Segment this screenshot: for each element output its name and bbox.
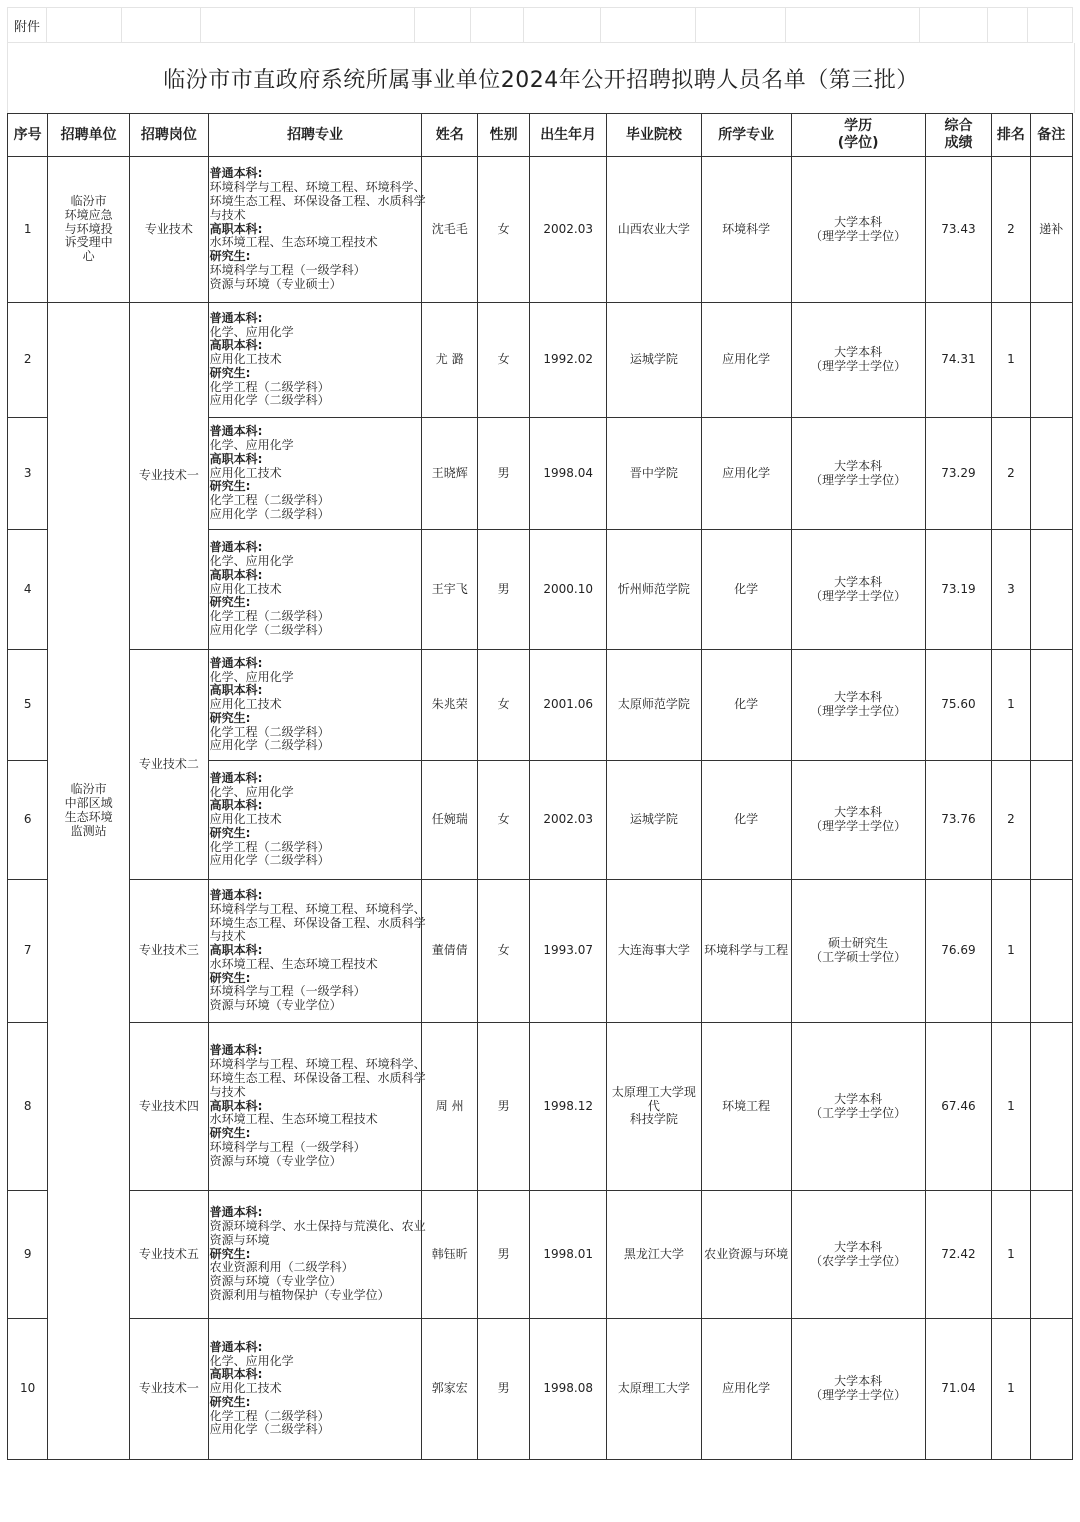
- studied-major: 环境科学: [701, 157, 791, 303]
- major-line: 环境生态工程、环保设备工程、水质科学: [209, 915, 426, 930]
- gender: 男: [477, 418, 529, 530]
- candidate-name: 尤 潞: [422, 303, 477, 418]
- gender: 女: [477, 880, 529, 1023]
- major-category-label: 研究生:: [209, 1394, 251, 1409]
- major-line: 环境科学与工程、环境工程、环境科学、: [209, 1057, 426, 1072]
- studied-major: 化学: [701, 650, 791, 761]
- rank: 1: [992, 880, 1030, 1023]
- header-cell: 备注: [1030, 114, 1072, 157]
- position-name: 专业技术三: [130, 880, 209, 1023]
- major-line: 资源与环境（专业硕士）: [209, 276, 342, 291]
- position-name: 专业技术四: [130, 1023, 209, 1191]
- degree: 大学本科 （理学学士学位）: [791, 761, 925, 880]
- graduate-school: 运城学院: [607, 303, 702, 418]
- header-cell: 性别: [477, 114, 529, 157]
- required-majors: [208, 880, 426, 1023]
- candidate-name: 任婉瑞: [422, 761, 477, 880]
- total-score: 72.42: [925, 1191, 992, 1319]
- row-number: 5: [8, 650, 48, 761]
- rank: 2: [992, 157, 1030, 303]
- major-line: 应用化学（二级学科）: [209, 853, 330, 868]
- required-majors: [208, 418, 422, 530]
- recruiting-unit: 临汾市 环境应急 与环境投 诉受理中 心: [48, 157, 130, 303]
- position-name: 专业技术五: [130, 1191, 209, 1319]
- recruiting-unit: [48, 1319, 130, 1460]
- degree: 大学本科 （理学学士学位）: [791, 1319, 925, 1460]
- degree: 硕士研究生 （工学硕士学位）: [791, 880, 925, 1023]
- candidate-table: [7, 113, 1073, 1460]
- major-category-label: 研究生:: [209, 1246, 251, 1261]
- gender: 男: [477, 1023, 529, 1191]
- position-name: 专业技术一: [130, 303, 209, 650]
- major-category-label: 研究生:: [209, 365, 251, 380]
- total-score: 73.76: [925, 761, 992, 880]
- major-category-label: 高职本科:: [209, 451, 263, 466]
- major-category-label: 普通本科:: [209, 1043, 263, 1058]
- major-category-label: 研究生:: [209, 1126, 251, 1141]
- major-category-label: 高职本科:: [209, 943, 263, 958]
- major-category-label: 研究生:: [209, 710, 251, 725]
- remark: [1030, 530, 1072, 650]
- major-line: 环境科学与工程（一级学科）: [209, 262, 366, 277]
- degree: 大学本科 （工学学士学位）: [791, 1023, 925, 1191]
- major-line: 化学工程（二级学科）: [209, 493, 330, 508]
- remark: [1030, 1319, 1072, 1460]
- required-majors: [208, 1319, 422, 1460]
- remark: [1030, 880, 1072, 1023]
- rank: 3: [992, 530, 1030, 650]
- graduate-school: 运城学院: [607, 761, 702, 880]
- major-line: 化学工程（二级学科）: [209, 839, 330, 854]
- graduate-school: 黑龙江大学: [607, 1191, 702, 1319]
- table-row: [8, 650, 1073, 761]
- header-cell: 招聘单位: [48, 114, 130, 157]
- major-line: 化学、应用化学: [209, 784, 294, 799]
- major-line: 环境科学与工程（一级学科）: [209, 1139, 366, 1154]
- table-row: [8, 157, 1073, 303]
- degree: 大学本科 （理学学士学位）: [791, 650, 925, 761]
- total-score: 71.04: [925, 1319, 992, 1460]
- birth-date: 1998.12: [530, 1023, 607, 1191]
- major-line: 化学工程（二级学科）: [209, 1408, 330, 1423]
- recruiting-unit: 临汾市 中部区域 生态环境 监测站: [48, 303, 130, 1319]
- candidate-name: 王宇飞: [422, 530, 477, 650]
- table-row: [8, 1191, 1073, 1319]
- major-category-label: 普通本科:: [209, 540, 263, 555]
- remark: [1030, 1191, 1072, 1319]
- row-number: 3: [8, 418, 48, 530]
- remark: 递补: [1030, 157, 1072, 303]
- major-category-label: 研究生:: [209, 595, 251, 610]
- candidate-name: 董倩倩: [422, 880, 477, 1023]
- required-majors: [208, 157, 426, 303]
- total-score: 74.31: [925, 303, 992, 418]
- header-cell: 所学专业: [701, 114, 791, 157]
- birth-date: 2000.10: [530, 530, 607, 650]
- graduate-school: 山西农业大学: [607, 157, 702, 303]
- birth-date: 2002.03: [530, 761, 607, 880]
- row-number: 8: [8, 1023, 48, 1191]
- major-category-label: 普通本科:: [209, 310, 263, 325]
- major-line: 应用化学（二级学科）: [209, 506, 330, 521]
- row-number: 4: [8, 530, 48, 650]
- header-cell: 毕业院校: [607, 114, 702, 157]
- table-row: [8, 303, 1073, 418]
- remark: [1030, 418, 1072, 530]
- major-category-label: 高职本科:: [209, 1098, 263, 1113]
- header-cell: 综合 成绩: [925, 114, 992, 157]
- major-line: 资源与环境（专业学位）: [209, 1153, 342, 1168]
- major-category-label: 高职本科:: [209, 221, 263, 236]
- major-line: 资源利用与植物保护（专业学位）: [209, 1287, 390, 1302]
- required-majors: [208, 1023, 426, 1191]
- major-line: 应用化学（二级学科）: [209, 622, 330, 637]
- birth-date: 1992.02: [530, 303, 607, 418]
- gender: 男: [477, 1319, 529, 1460]
- major-category-label: 高职本科:: [209, 567, 263, 582]
- row-number: 1: [8, 157, 48, 303]
- rank: 2: [992, 761, 1030, 880]
- major-category-label: 普通本科:: [209, 887, 263, 902]
- studied-major: 应用化学: [701, 1319, 791, 1460]
- major-line: 化学、应用化学: [209, 554, 294, 568]
- birth-date: 1998.04: [530, 418, 607, 530]
- major-line: 水环境工程、生态环境工程技术: [209, 1112, 378, 1127]
- position-name: 专业技术一: [130, 1319, 209, 1460]
- candidate-name: 朱兆荣: [422, 650, 477, 761]
- graduate-school: 太原师范学院: [607, 650, 702, 761]
- gender: 女: [477, 157, 529, 303]
- gender: 男: [477, 1191, 529, 1319]
- required-majors: [208, 530, 422, 650]
- table-row: [8, 1319, 1073, 1460]
- major-line: 应用化工技术: [209, 1381, 282, 1396]
- major-line: 化学、应用化学: [209, 669, 294, 684]
- major-category-label: 高职本科:: [209, 798, 263, 813]
- studied-major: 环境科学与工程: [701, 880, 791, 1023]
- major-line: 资源环境科学、水土保持与荒漠化、农业: [209, 1219, 426, 1233]
- graduate-school: 大连海事大学: [607, 880, 702, 1023]
- major-line: 化学工程（二级学科）: [209, 609, 330, 624]
- required-majors: [208, 761, 422, 880]
- header-cell: 姓名: [422, 114, 477, 157]
- graduate-school: 忻州师范学院: [607, 530, 702, 650]
- major-category-label: 研究生:: [209, 825, 251, 840]
- degree: 大学本科 （理学学士学位）: [791, 530, 925, 650]
- studied-major: 农业资源与环境: [701, 1191, 791, 1319]
- total-score: 73.43: [925, 157, 992, 303]
- major-line: 水环境工程、生态环境工程技术: [209, 956, 378, 971]
- major-line: 与技术: [209, 1084, 246, 1099]
- major-category-label: 普通本科:: [209, 166, 263, 181]
- birth-date: 2001.06: [530, 650, 607, 761]
- header-cell: 出生年月: [530, 114, 607, 157]
- row-number: 2: [8, 303, 48, 418]
- major-line: 农业资源利用（二级学科）: [209, 1260, 354, 1275]
- header-cell: 招聘岗位: [130, 114, 209, 157]
- major-category-label: 高职本科:: [209, 338, 263, 353]
- attachment-label: 附件: [8, 8, 47, 43]
- major-category-label: 研究生:: [209, 249, 251, 264]
- major-line: 环境科学与工程（一级学科）: [209, 984, 366, 999]
- degree: 大学本科 （理学学士学位）: [791, 418, 925, 530]
- major-category-label: 普通本科:: [209, 655, 263, 670]
- gender: 女: [477, 650, 529, 761]
- position-name: 专业技术二: [130, 650, 209, 880]
- major-line: 化学、应用化学: [209, 324, 294, 339]
- row-number: 9: [8, 1191, 48, 1319]
- required-majors: [208, 650, 422, 761]
- table-row: [8, 880, 1073, 1023]
- major-line: 应用化学（二级学科）: [209, 738, 330, 753]
- candidate-name: 周 州: [422, 1023, 477, 1191]
- major-line: 应用化学（二级学科）: [209, 1422, 330, 1437]
- major-line: 应用化工技术: [209, 465, 282, 480]
- rank: 1: [992, 1191, 1030, 1319]
- major-category-label: 高职本科:: [209, 683, 263, 698]
- header-cell: 排名: [992, 114, 1030, 157]
- total-score: 73.29: [925, 418, 992, 530]
- major-line: 环境科学与工程、环境工程、环境科学、: [209, 180, 426, 195]
- birth-date: 1998.08: [530, 1319, 607, 1460]
- major-line: 资源与环境: [209, 1232, 270, 1247]
- studied-major: 应用化学: [701, 418, 791, 530]
- major-category-label: 普通本科:: [209, 1339, 263, 1354]
- major-category-label: 研究生:: [209, 479, 251, 494]
- row-number: 10: [8, 1319, 48, 1460]
- degree: 大学本科 （理学学士学位）: [791, 157, 925, 303]
- candidate-name: 沈毛毛: [422, 157, 477, 303]
- major-line: 化学工程（二级学科）: [209, 724, 330, 739]
- document-title: 临汾市市直政府系统所属事业单位2024年公开招聘拟聘人员名单（第三批）: [7, 43, 1075, 113]
- required-majors: [208, 303, 422, 418]
- major-category-label: 普通本科:: [209, 1205, 263, 1220]
- gender: 女: [477, 761, 529, 880]
- total-score: 67.46: [925, 1023, 992, 1191]
- major-line: 资源与环境（专业学位）: [209, 1274, 342, 1289]
- graduate-school: 太原理工大学现代 科技学院: [607, 1023, 702, 1191]
- remark: [1030, 303, 1072, 418]
- major-line: 化学工程（二级学科）: [209, 379, 330, 394]
- major-line: 应用化工技术: [209, 352, 282, 367]
- rank: 1: [992, 303, 1030, 418]
- major-line: 应用化工技术: [209, 581, 282, 596]
- graduate-school: 晋中学院: [607, 418, 702, 530]
- total-score: 73.19: [925, 530, 992, 650]
- rank: 1: [992, 1319, 1030, 1460]
- remark: [1030, 761, 1072, 880]
- header-cell: 招聘专业: [208, 114, 422, 157]
- major-line: 环境科学与工程、环境工程、环境科学、: [209, 901, 426, 916]
- degree: 大学本科 （农学学士学位）: [791, 1191, 925, 1319]
- table-row: [8, 1023, 1073, 1191]
- total-score: 76.69: [925, 880, 992, 1023]
- major-category-label: 普通本科:: [209, 424, 263, 439]
- major-line: 化学、应用化学: [209, 438, 294, 452]
- rank: 1: [992, 1023, 1030, 1191]
- candidate-name: 郭家宏: [422, 1319, 477, 1460]
- row-number: 6: [8, 761, 48, 880]
- major-line: 化学、应用化学: [209, 1353, 294, 1368]
- candidate-name: 韩钰昕: [422, 1191, 477, 1319]
- major-category-label: 研究生:: [209, 970, 251, 985]
- birth-date: 2002.03: [530, 157, 607, 303]
- header-cell: 学历 (学位): [791, 114, 925, 157]
- birth-date: 1998.01: [530, 1191, 607, 1319]
- major-line: 与技术: [209, 929, 246, 944]
- graduate-school: 太原理工大学: [607, 1319, 702, 1460]
- major-line: 环境生态工程、环保设备工程、水质科学: [209, 194, 426, 208]
- total-score: 75.60: [925, 650, 992, 761]
- major-line: 水环境工程、生态环境工程技术: [209, 235, 378, 250]
- studied-major: 环境工程: [701, 1023, 791, 1191]
- candidate-name: 王晓辉: [422, 418, 477, 530]
- required-majors: [208, 1191, 426, 1319]
- major-line: 应用化学（二级学科）: [209, 393, 330, 408]
- major-category-label: 普通本科:: [209, 770, 263, 785]
- table-header-row: [8, 114, 1073, 157]
- major-line: 与技术: [209, 207, 246, 222]
- major-line: 资源与环境（专业学位）: [209, 998, 342, 1013]
- attachment-row: [7, 7, 1073, 43]
- rank: 2: [992, 418, 1030, 530]
- gender: 男: [477, 530, 529, 650]
- row-number: 7: [8, 880, 48, 1023]
- remark: [1030, 650, 1072, 761]
- major-line: 应用化工技术: [209, 812, 282, 827]
- studied-major: 应用化学: [701, 303, 791, 418]
- major-category-label: 高职本科:: [209, 1367, 263, 1382]
- gender: 女: [477, 303, 529, 418]
- birth-date: 1993.07: [530, 880, 607, 1023]
- studied-major: 化学: [701, 530, 791, 650]
- rank: 1: [992, 650, 1030, 761]
- major-line: 应用化工技术: [209, 697, 282, 712]
- header-cell: 序号: [8, 114, 48, 157]
- position-name: 专业技术: [130, 157, 209, 303]
- major-line: 环境生态工程、环保设备工程、水质科学: [209, 1071, 426, 1085]
- remark: [1030, 1023, 1072, 1191]
- degree: 大学本科 （理学学士学位）: [791, 303, 925, 418]
- studied-major: 化学: [701, 761, 791, 880]
